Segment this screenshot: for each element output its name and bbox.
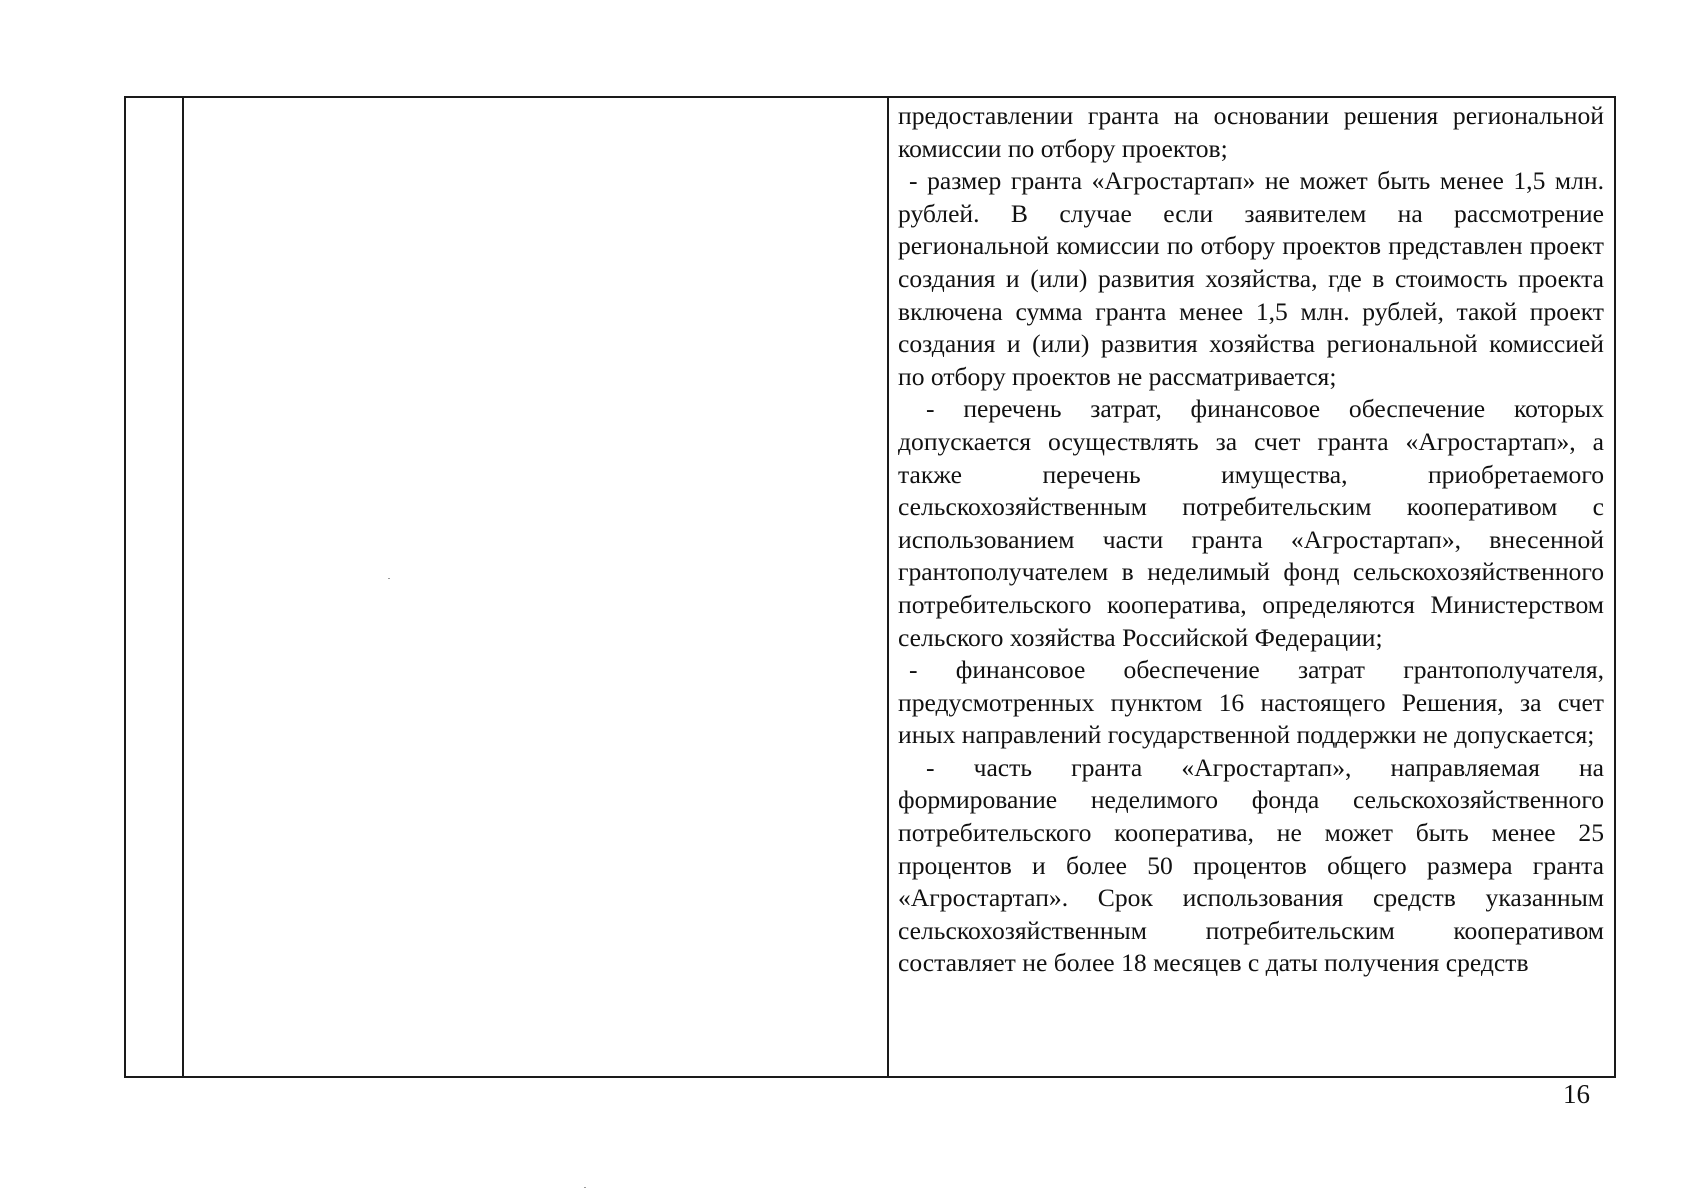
paragraph-5: - часть гранта «Агростартап», направляемая на формирование неделимого фонда сельскохозяйственного потребительского кооператива, не может быть менее 25 процентов и более 50 процентов общего размера гранта «Агростартап». Срок использования средств указанным сельскохозяйственным потребительским кооперативом составляет не более 18 месяцев с даты получения средств xyxy=(898,752,1604,978)
paragraph-3: - перечень затрат, финансовое обеспечение которых допускается осуществлять за счет гранта «Агростартап», а также перечень имущества, приобретаемого сельскохозяйственным потребительским кооперативом с использованием части гранта «Агростартап», внесенной грантополучателем в неделимый фонд сельскохозяйственного потребительского кооператива, определяются Министерством сельского хозяйства Российской Федерации; xyxy=(898,394,1604,652)
paragraph-4: - финансовое обеспечение затрат грантополучателя, предусмотренных пунктом 16 настоящего Решения, за счет иных направлений государственной поддержки не допускается; xyxy=(898,655,1604,750)
text-cell xyxy=(888,97,1615,1077)
table-row xyxy=(125,97,1615,1077)
scan-speck xyxy=(584,1187,586,1188)
page-number: 16 xyxy=(1563,1079,1590,1109)
name-cell xyxy=(183,97,888,1077)
paragraph-1: предоставлении гранта на основании решения региональной комиссии по отбору проектов; xyxy=(898,101,1604,163)
scan-speck xyxy=(388,578,390,579)
number-cell xyxy=(125,97,183,1077)
document-table xyxy=(124,96,1616,1078)
paragraph-2: - размер гранта «Агростартап» не может быть менее 1,5 млн. рублей. В случае если заявителем на рассмотрение региональной комиссии по отбору проектов представлен проект создания и (или) развития хозяйства, где в стоимость проекта включена сумма гранта менее 1,5 млн. рублей, такой проект создания и (или) развития хозяйства региональной комиссией по отбору проектов не рассматривается; xyxy=(898,166,1604,391)
